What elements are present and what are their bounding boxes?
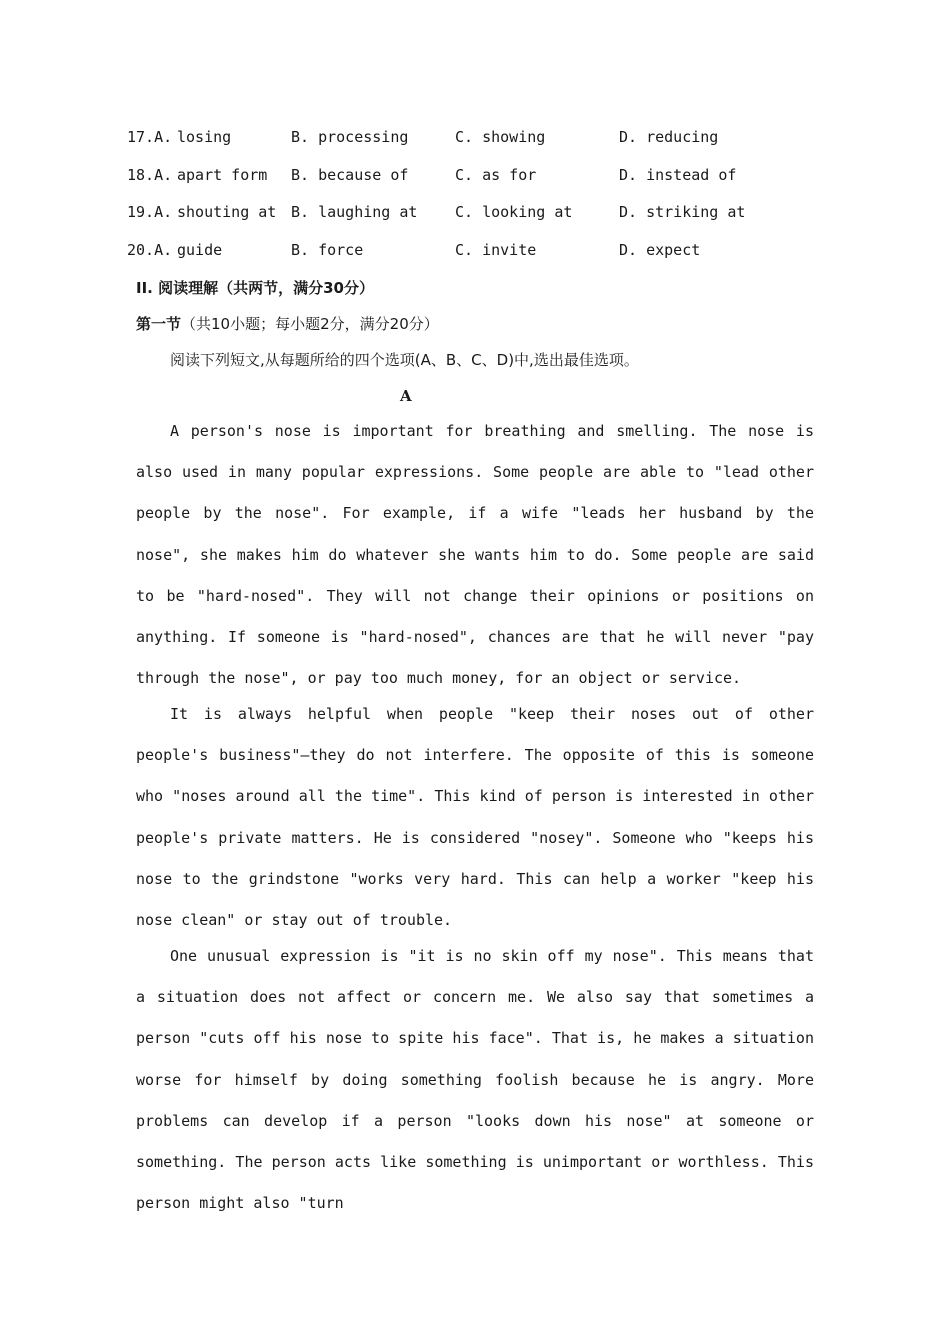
option-a: shouting at (177, 203, 277, 222)
option-a: losing (177, 128, 232, 146)
passage-paragraph: It is always helpful when people "keep their noses out of other people's business"—they do not interfere. The opposite of this is someone who "noses around all the time". This kind of person is interested in other people's private matters. He is considered "nosey". Someone who "keeps his nose to the grindstone "works very hard. This can help a worker "keep his nose clean" or stay out of trouble. (136, 705, 814, 930)
section-title: II. 阅读理解（共两节，满分30分） (136, 279, 374, 297)
reading-instruction: 阅读下列短文,从每题所给的四个选项(A、B、C、D)中,选出最佳选项。 (170, 351, 639, 369)
option-d: D. striking at (619, 203, 746, 222)
option-a: guide (177, 240, 223, 259)
option-row-18 (127, 163, 827, 201)
option-d: D. instead of (619, 165, 737, 184)
subsection-title (136, 312, 439, 336)
option-d: D. expect (619, 240, 701, 259)
option-row-17 (127, 125, 827, 163)
question-number: 20.A. (127, 240, 173, 259)
option-b: B. because of (291, 165, 409, 184)
passage-paragraph: A person's nose is important for breathing and smelling. The nose is also used in many popular expressions. Some people are able to "lead other people by the nose". For example, if a wife "leads her husband by the nose", she makes him do whatever she wants him to do. Some people are said to be "hard-nosed". They will not change their opinions or positions on anything. If someone is "hard-nosed", chances are that he will never "pay through the nose", or pay too much money, for an object or service. (136, 422, 814, 688)
subsection-details: （共10小题；每小题2分，满分20分） (181, 315, 439, 333)
passage-label: A (400, 387, 412, 405)
option-c: C. showing (455, 128, 546, 146)
option-row-19 (127, 200, 827, 238)
option-c: C. invite (455, 240, 537, 259)
question-number: 18.A. (127, 165, 173, 184)
option-c: C. as for (455, 165, 537, 184)
option-a: apart form (177, 165, 268, 184)
option-c: C. looking at (455, 203, 573, 222)
answer-options-block (127, 125, 827, 275)
option-d: D. reducing (619, 128, 719, 146)
option-b: B. force (291, 240, 364, 259)
option-b: B. processing (291, 128, 409, 146)
option-row-20 (127, 238, 827, 276)
question-number: 17.A. (127, 128, 173, 146)
question-number: 19.A. (127, 203, 173, 222)
passage-paragraph: One unusual expression is "it is no skin off my nose". This means that a situation does not affect or concern me. We also say that sometimes a person "cuts off his nose to spite his face". That is, he makes a situation worse for himself by doing something foolish because he is angry. More problems can develop if a person "looks down his nose" at someone or something. The person acts like something is unimportant or worthless. This person might also "turn (136, 947, 814, 1213)
subsection-name: 第一节 (136, 315, 182, 333)
option-b: B. laughing at (291, 203, 418, 222)
